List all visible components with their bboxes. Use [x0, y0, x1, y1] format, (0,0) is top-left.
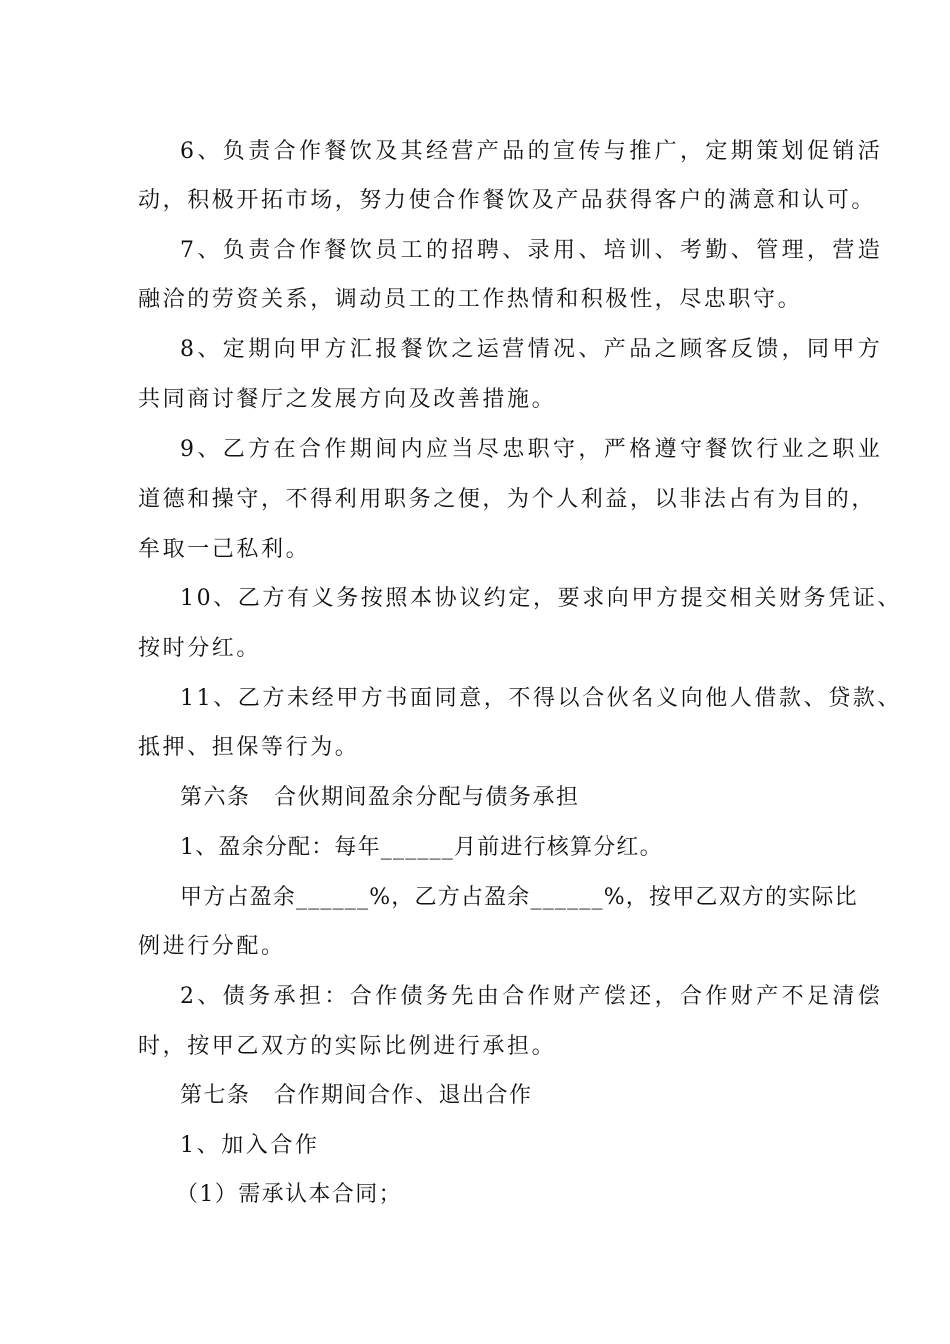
clause-6-line-1: 6、负责合作餐饮及其经营产品的宣传与推广，定期策划促销活 — [180, 139, 884, 164]
join-requirement-1: （1）需承认本合同； — [176, 1182, 402, 1207]
clause-9-line-1: 9、乙方在合作期间内应当尽忠职守，严格遵守餐饮行业之职业 — [180, 437, 884, 462]
clause-10-line-2: 按时分红。 — [138, 636, 262, 661]
clause-11-line-1: 11、乙方未经甲方书面同意，不得以合伙名义向他人借款、贷款、 — [180, 686, 902, 711]
profit-distribution-line: 1、盈余分配：每年______月前进行核算分红。 — [180, 835, 663, 860]
clause-9-line-3: 牟取一己私利。 — [138, 537, 311, 562]
clause-7-line-2: 融洽的劳资关系，调动员工的工作热情和积极性，尽忠职守。 — [138, 287, 803, 312]
debt-line-2: 时，按甲乙双方的实际比例进行承担。 — [138, 1034, 557, 1059]
clause-11-line-2: 抵押、担保等行为。 — [138, 735, 360, 760]
clause-7-line-1: 7、负责合作餐饮员工的招聘、录用、培训、考勤、管理，营造 — [180, 238, 884, 263]
profit-share-line-2: 例进行分配。 — [138, 934, 286, 959]
join-partnership-item: 1、加入合作 — [180, 1133, 320, 1158]
clause-9-line-2: 道德和操守，不得利用职务之便，为个人利益，以非法占有为目的， — [138, 487, 877, 512]
clause-10-line-1: 10、乙方有义务按照本协议约定，要求向甲方提交相关财务凭证、 — [180, 586, 902, 611]
clause-8-line-1: 8、定期向甲方汇报餐饮之运营情况、产品之顾客反馈，同甲方 — [180, 337, 884, 362]
article-6-heading: 第六条 合伙期间盈余分配与债务承担 — [180, 785, 580, 810]
clause-6-line-2: 动，积极开拓市场，努力使合作餐饮及产品获得客户的满意和认可。 — [138, 188, 877, 213]
clause-8-line-2: 共同商讨餐厅之发展方向及改善措施。 — [138, 387, 557, 412]
article-7-heading: 第七条 合作期间合作、退出合作 — [180, 1083, 533, 1108]
profit-share-line-1: 甲方占盈余______%，乙方占盈余______%，按甲乙双方的实际比 — [180, 885, 858, 910]
debt-line-1: 2、债务承担：合作债务先由合作财产偿还，合作财产不足清偿 — [180, 984, 884, 1009]
